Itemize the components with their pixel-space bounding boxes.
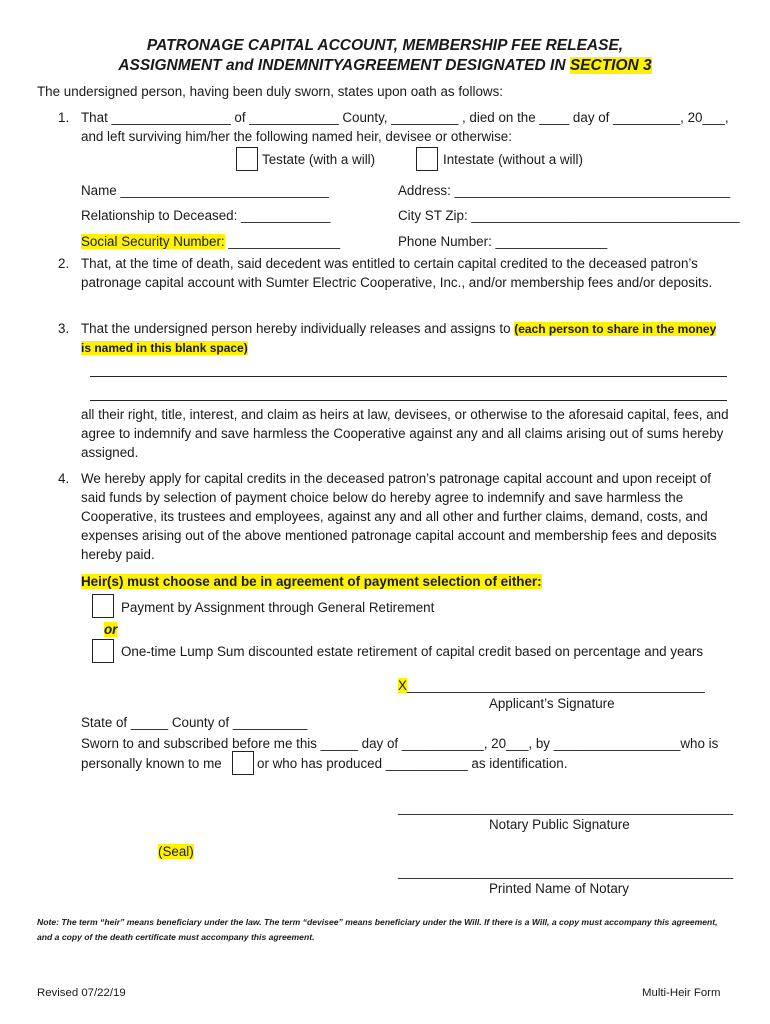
- general-retirement-label: Payment by Assignment through General Retirement: [121, 600, 435, 615]
- section-highlight: SECTION 3: [569, 57, 652, 74]
- known-pre-text: personally known to me: [81, 756, 222, 771]
- item4-text: We hereby apply for capital credits in the deceased patron’s patronage capital account and upon receipt of said funds by selection of payment choice below do hereby agree to indemnify and save harmless the Cooperative, its trustees and employees, against any and all other and further claims, demand, costs, and expenses arising out of the above mentioned patronage capital account and membership fees and deposits hereby paid.: [81, 471, 717, 562]
- item2-text: That, at the time of death, said decedent was entitled to certain capital credited to the deceased patron’s patronage capital account with Sumter Electric Cooperative, Inc., and/or membership fees and/or deposits.: [81, 256, 713, 290]
- phone-field[interactable]: Phone Number: _______________: [398, 234, 608, 249]
- item3-text: That the undersigned person hereby individually releases and assigns to: [81, 321, 515, 336]
- heir-name-field[interactable]: Name ____________________________: [81, 183, 329, 198]
- heirs-choose-text: [81, 572, 542, 591]
- lump-sum-label: One-time Lump Sum discounted estate retirement of capital credit based on percentage and years: [121, 644, 704, 659]
- item2-number: 2.: [58, 256, 70, 271]
- item3-highlight1: (each person to share in the money: [514, 322, 717, 336]
- item4-number: 4.: [58, 471, 70, 486]
- signature-underline: ________________________________________: [406, 678, 705, 693]
- assignee-line-2[interactable]: [90, 400, 727, 401]
- intestate-checkbox[interactable]: [416, 147, 438, 171]
- item3-highlight2: is named in this blank space): [81, 341, 248, 355]
- item1-line2: and left surviving him/her the following named heir, devisee or otherwise:: [81, 129, 512, 144]
- city-st-zip-field[interactable]: City ST Zip: ____________________________________: [398, 208, 740, 223]
- relationship-field[interactable]: Relationship to Deceased: ____________: [81, 208, 331, 223]
- applicant-signature-label: Applicant’s Signature: [489, 696, 615, 711]
- item3-continuation: all their right, title, interest, and claim as heirs at law, devisees, or otherwise to the aforesaid capital, fees, and agree to indemnify and save harmless the Cooperative against any and all claims arising out of sums hereby assigned.: [81, 407, 729, 460]
- assignee-line-1[interactable]: [90, 376, 727, 377]
- lump-sum-checkbox[interactable]: [92, 639, 114, 663]
- seal-text: [158, 842, 194, 861]
- form-type: Multi-Heir Form: [642, 987, 721, 999]
- item1-line1: That ________________ of ____________ County, _________ , died on the ____ day of _________, 20___,: [81, 110, 729, 125]
- or-text: [104, 620, 117, 639]
- intro-text: The undersigned person, having been duly sworn, states upon oath as follows:: [37, 84, 503, 99]
- form-title-line1: PATRONAGE CAPITAL ACCOUNT, MEMBERSHIP FEE RELEASE,: [146, 37, 624, 54]
- ssn-label: Social Security Number:: [81, 234, 225, 249]
- heir-address-field[interactable]: Address: _____________________________________: [398, 183, 731, 198]
- item3-number: 3.: [58, 321, 70, 336]
- ssn-field[interactable]: [81, 232, 340, 251]
- state-county-field[interactable]: State of _____ County of __________: [81, 715, 308, 730]
- personally-known-checkbox[interactable]: [232, 751, 254, 775]
- item3-line2: [81, 338, 248, 358]
- form-title-line2-main: ASSIGNMENT and INDEMNITYAGREEMENT DESIGNATED IN: [118, 57, 570, 74]
- form-title-line2: [0, 56, 770, 76]
- signature-line[interactable]: [398, 676, 705, 695]
- general-retirement-checkbox[interactable]: [92, 594, 114, 618]
- footnote: Note: The term “heir” means beneficiary under the law. The term “devisee” means beneficiary under the Will. If there is a Will, a copy must accompany this agreement, and a copy of the death certificate must accompany this agreement.: [37, 917, 718, 942]
- sworn-statement[interactable]: Sworn to and subscribed before me this _____ day of ___________, 20___, by _________________who is: [81, 736, 719, 751]
- testate-label: Testate (with a will): [262, 152, 376, 167]
- known-post-text[interactable]: or who has produced ___________ as identification.: [257, 756, 568, 771]
- heirs-choose-highlight: Heir(s) must choose and be in agreement of payment selection of either:: [81, 574, 542, 589]
- revised-date: Revised 07/22/19: [37, 987, 126, 999]
- testate-checkbox[interactable]: [236, 147, 258, 171]
- item3-line1: [81, 319, 716, 339]
- notary-signature-label: Notary Public Signature: [489, 817, 630, 832]
- notary-signature-line[interactable]: _____________________________________________: [398, 800, 734, 815]
- seal-highlight: (Seal): [158, 844, 194, 859]
- item1-number: 1.: [58, 110, 70, 125]
- printed-name-line[interactable]: _____________________________________________: [398, 864, 734, 879]
- or-highlight: or: [104, 622, 118, 637]
- ssn-blank: _______________: [224, 234, 341, 249]
- printed-name-label: Printed Name of Notary: [489, 881, 629, 896]
- signature-x-mark: X: [398, 678, 407, 693]
- intestate-label: Intestate (without a will): [443, 152, 583, 167]
